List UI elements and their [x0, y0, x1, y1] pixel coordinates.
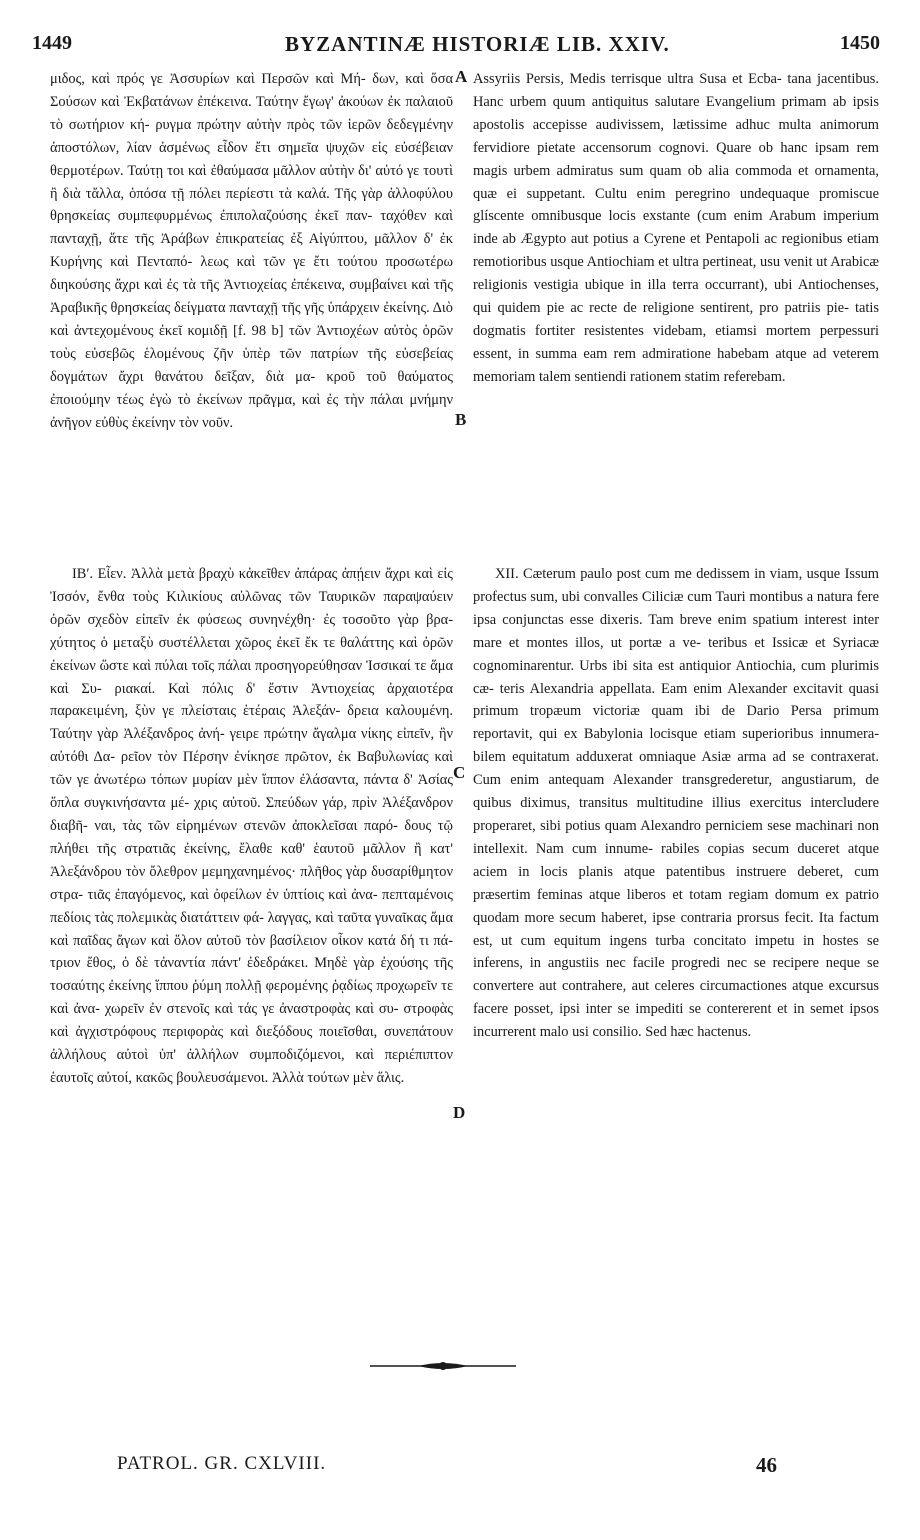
latin-column-section-2 — [473, 563, 879, 1044]
latin-paragraph-2: XII. Cæterum paulo post cum me dedissem in viam, usque Issum profectus sum, ubi convalles Ciliciæ cum Tauri montibus a natura fere ipsa conjunctas esse dixeris. Tam breve enim spatium interest inter mare et montes illos, ut portæ a ve- teribus et Issicæ et Syriacæ cognominarentur. Urbs ibi sita est antiquior Antiochia, cum plurimis cæ- teris Alexandria appellata. Eam enim Alexander excitavit quasi primum tropæum victoriæ quam ibi de Dario Persa primum reportavit, qui ex Babylonia locisque etiam superioribus innumera- bilem equitatum adduxerat omniaque Asiæ arma ad se contraxerat. Cum enim antequam Alexander transgrederetur, angustiarum, de quibus diximus, transitus multitudine illius exercitus intercludere properaret, sibi potius quam Alexandro perniciem sese machinari non intellexit. Nam cum innume- rabiles copias secum duceret atque aciem in locis planis atque patentibus instruere deberet, cum præsertim feminas atque liberos et totam regiam domum ex patrio quodam more secum haberet, ipse contraria prorsus fecit. Ita factum est, ut cum equitum ingens turba concitato impetu in hostes se inferens, in angustiis nec facile progredi nec se recipere neque se convertere aut contrahere, aut celeres circumactiones atque excursus facere posset, ipsi inter se impediti se contererent et in semet ipsos incurrerent malo usi consilio. Sed hæc hactenus. — [473, 566, 879, 1041]
section-marker-a: A — [455, 67, 468, 86]
greek-paragraph-1: μιδος, καὶ πρός γε Ἀσσυρίων καὶ Περσῶν καὶ Μή- δων, καὶ ὅσα Σούσων καὶ Ἐκβατάνων ἐπέκεινα. Ταύτην ἔγωγ' ἀκούων ἐκ παλαιοῦ τὸ σωτήριον κή- ρυγμα πρώτην αὐτὴν πρὸς τῶν ἱερῶν δεδεγμένην ἀποστόλων, λίαν ἀσμένως εἶδον ἔτι σημεῖα ψυχῶν εἰς εὐσέβειαν θερμοτέρων. Ταύτῃ τοι καὶ ἐθαύμασα μᾶλλον αὐτὴν δι' αὐτό γε τουτὶ ἢ διὰ τἄλλα, ὁπόσα τῇ πόλει περίεστι τὰ καλά. Τῆς γὰρ ἀλλοφύλου θρησκείας συμπεφυρμένως ἐπιπολαζούσης ἐκεῖ παν- ταχόθεν καὶ πανταχῇ, ἅτε τῆς Ἀράβων ἐπικρατείας ἐξ Αἰγύπτου, μᾶλλον δ' ἐκ Κυρήνης καὶ Πενταπό- λεως καὶ τῶν γε ἔτι τούτου προσωτέρω διηκούσης ἄχρι καὶ ἐς τὰ τῆς Ἀντιοχείας ἐπέκεινα, συμβαίνει καὶ τῆς Ἀραβικῆς θρησκείας δείγματα πανταχῇ τῆς γῆς ὑπάρχειν ἐκείνης. Διὸ καὶ ἀντεχομένους ἐκεῖ κομιδῇ [f. 98 b] τῶν Ἀντιοχέων αὐτὸς ὁρῶν τοὺς εὐσεβῶς ἑλομένους ζῆν ὑπὲρ τῶν πατρίων τῆς εὐσεβείας δογμάτων ἄχρι θανάτου δεῖξαν, διὰ μα- κροῦ τοῦ θαύματος ἐποιούμην τέως ἐγὼ τὸ ἐκείνων πρᾶγμα, καὶ ἐς τὴν πάλαι μνήμην ἀνῆγον εὐθὺς ἐκείνην τὸν νοῦν. — [50, 71, 453, 431]
footer-source: PATROL. GR. CXLVIII. — [117, 1453, 327, 1474]
running-title: BYZANTINÆ HISTORIÆ LIB. XXIV. — [285, 32, 670, 56]
running-header — [0, 30, 920, 64]
section-marker-b: B — [455, 410, 467, 429]
ornamental-rule — [368, 1360, 518, 1372]
greek-column-section-2 — [50, 563, 453, 1090]
section-marker-c: C — [453, 763, 466, 782]
latin-column-section-1 — [473, 68, 879, 389]
page-number-left: 1449 — [32, 32, 72, 54]
greek-paragraph-2: ΙΒʹ. Εἶεν. Ἀλλὰ μετὰ βραχὺ κἀκεῖθεν ἀπάρας ἀπῄειν ἄχρι καὶ εἰς Ἰσσόν, ἔνθα τοὺς Κιλικίους αὐλῶνας τῶν Ταυρικῶν παραψαύειν ὀρῶν σχεδὸν εἰπεῖν ἐκ φύσεως συνηνέχθη· ἐς τοσοῦτο γὰρ βρα- χύτητος ὁ μεταξὺ συστέλλεται χῶρος ἐκεῖ ἔκ τε θαλάττης καὶ ὀρῶν ἐκείνων ὥστε καὶ πύλαι τοῖς πάλαι προσηγορεύθησαν Ἰσσικαί τε ἅμα καὶ Συ- ριακαί. Καὶ πόλις δ' ἔστιν Ἀντιοχείας ἀρχαιοτέρα παρακειμένη, ξὺν γε πλείσταις ἑτέραις Ἀλεξάν- δρεια καλουμένη. Ταύτην γὰρ Ἀλέξανδρος ἀνή- γειρε πρώτην ἄγαλμα νίκης εἰπεῖν, ἣν αὐτόθι Δα- ρεῖον τὸν Πέρσην ἐνίκησε πρῶτον, ἐκ Βαβυλωνίας καὶ τῶν γε ἀνωτέρω τόπων μυρίαν μὲν ἵππον ἐλάσαντα, πάντα δ' Ἀσίας ὅπλα συγκινήσαντα μέ- χρις αὐτοῦ. Σπεύδων γάρ, πρὶν Ἀλέξανδρον διαβῆ- ναι, τὰς τῶν εἰρημένων στενῶν ἀποκλεῖσαι παρό- δους τῷ πλήθει τῆς στρατιᾶς ἐκείνης, ἔλαθε καθ' ἑαυτοῦ μᾶλλον ἢ κατ' Ἀλεξάνδρου τὸν ὄλεθρον μεμηχανημένος· πλῆθος γὰρ δυσαρίθμητον στρα- τιᾶς ἐπαγόμενος, καὶ ὀφείλων ἐν ὑπτίοις καὶ ἀνα- πεπταμένοις πεδίοις τὰς πολεμικὰς διατάττειν φά- λαγγας, καὶ ταῦτα γυναῖκας ἅμα καὶ παῖδας ἄγων καὶ ὅλον αὐτοῦ τὸν βασίλειον οἶκον κατά δή τι πά- τριον ἔθος, ὁ δὲ τἀναντία πάντ' ἐδεδράκει. Μηδὲ γὰρ ἐχούσης τῆς τοσαύτης ἐκείνης ἵππου ῥύμη πολλῇ φερομένης ῥᾳδίως προχωρεῖν τε καὶ ἀνα- χωρεῖν ἐν στενοῖς καὶ τάς γε ἀναστροφὰς καὶ συ- στροφὰς καὶ ἀγχιστρόφους περιφορὰς καὶ διεξόδους ποιεῖσθαι, συνεπάτουν ἀλλήλους αὐτοὶ ὑπ' ἀλλήλων συμποδιζόμενοι, καὶ περιέπιπτον ἑαυτοῖς αὐτοί, κακῶς βουλευσάμενοι. Ἀλλὰ τούτων μὲν ἅλις. — [50, 566, 453, 1086]
footer-sheet-number: 46 — [756, 1453, 777, 1477]
page-number-right: 1450 — [840, 32, 880, 54]
latin-paragraph-1: Assyriis Persis, Medis terrisque ultra Susa et Ecba- tana jacentibus. Hanc urbem quum antiquitus salutare Evangelium primam ab ipsis apostolis accepisse audivissem, lætissime adhuc multa animorum fervidiore pietate accensorum cognovi. Quare ob hanc ipsam rem magis urbem admiratus sum quam ob alia commoda et ornamenta, quæ ei suppetant. Cultu enim peregrino undequaque promiscue glíscente omnibusque locis exstante (cum enim Arabum imperium inde ab Ægypto aut potius a Cyrene et Pentapoli ac regionibus etiam remotioribus usque Antiochiam et ultra pertineat, usu venit ut Arabicæ religionis vestigia ubique in illa terra occurrant), ubi Antiochenses, qui quidem pie ac recte de religione sentirent, pro patriis pie- tatis dogmatis fortiter resistentes videbam, etiamsi mortem perpessuri essent, in summa eam rem admiratione habebam atque ad veterem memoriam talem sentiendi rationem statim referebam. — [473, 71, 879, 385]
section-marker-d: D — [453, 1103, 466, 1122]
greek-column-section-1 — [50, 68, 453, 435]
